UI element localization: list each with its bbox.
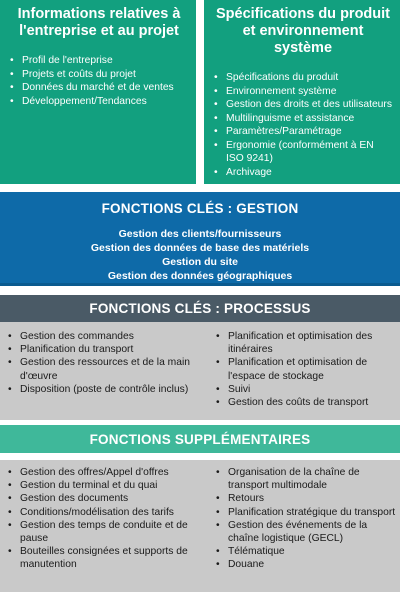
list-item: • Gestion des documents bbox=[4, 492, 212, 505]
company-project-info-list bbox=[8, 54, 190, 108]
list-item: Gestion des clients/fournisseurs bbox=[118, 228, 282, 240]
processus-header: FONCTIONS CLÉS : PROCESSUS bbox=[0, 295, 400, 322]
processus-right-column bbox=[212, 330, 400, 420]
list-item: • Spécifications du produit bbox=[212, 71, 394, 85]
processus-panel bbox=[0, 322, 400, 420]
company-project-info-title: Informations relatives à l'entreprise et au projet bbox=[17, 6, 181, 39]
processus-left-column bbox=[0, 330, 212, 420]
list-item: • Profil de l'entreprise bbox=[8, 54, 190, 68]
list-item: • Gestion des temps de conduite et de pause bbox=[4, 519, 212, 545]
list-item: • Gestion des offres/Appel d'offres bbox=[4, 466, 212, 479]
list-item: • Organisation de la chaîne de transport multimodale bbox=[212, 466, 396, 492]
list-item: • Archivage bbox=[212, 166, 394, 180]
list-item: Gestion des données de base des matériels bbox=[90, 242, 310, 254]
company-project-info-panel bbox=[0, 0, 196, 184]
list-item: • Conditions/modélisation des tarifs bbox=[4, 506, 212, 519]
list-item: • Disposition (poste de contrôle inclus) bbox=[4, 383, 212, 396]
product-system-spec-title: Spécifications du produit et environnement système bbox=[215, 6, 390, 56]
list-item: • Multilinguisme et assistance bbox=[212, 112, 394, 126]
gestion-header: FONCTIONS CLÉS : GESTION bbox=[0, 192, 400, 225]
list-item: • Gestion des droits et des utilisateurs bbox=[212, 98, 394, 112]
list-item: • Gestion des commandes bbox=[4, 330, 212, 343]
list-item: • Planification stratégique du transport bbox=[212, 506, 396, 519]
list-item: • Gestion des coûts de transport bbox=[212, 396, 396, 409]
top-row bbox=[0, 0, 400, 184]
gestion-divider bbox=[0, 283, 400, 286]
list-item: • Retours bbox=[212, 492, 396, 505]
list-item: • Planification et optimisation de l'espace de stockage bbox=[212, 356, 396, 382]
list-item: • Ergonomie (conformément à EN ISO 9241) bbox=[212, 139, 394, 166]
list-item: • Planification du transport bbox=[4, 343, 212, 356]
list-item: • Douane bbox=[212, 558, 396, 571]
list-item: Gestion du site bbox=[162, 256, 238, 268]
list-item: • Projets et coûts du projet bbox=[8, 68, 190, 82]
supplementaires-left-column bbox=[0, 466, 212, 592]
supplementaires-header: FONCTIONS SUPPLÉMENTAIRES bbox=[0, 425, 400, 453]
list-item: • Environnement système bbox=[212, 85, 394, 99]
list-item: • Télématique bbox=[212, 545, 396, 558]
list-item: • Développement/Tendances bbox=[8, 95, 190, 109]
gestion-list bbox=[0, 225, 400, 283]
list-item: • Suivi bbox=[212, 383, 396, 396]
list-item: • Gestion des ressources et de la main d'œuvre bbox=[4, 356, 212, 382]
product-system-spec-panel bbox=[204, 0, 400, 184]
supplementaires-right-column bbox=[212, 466, 400, 592]
list-item: • Paramètres/Paramétrage bbox=[212, 125, 394, 139]
supplementaires-panel bbox=[0, 460, 400, 592]
list-item: • Données du marché et de ventes bbox=[8, 81, 190, 95]
list-item: Gestion des données géographiques bbox=[107, 270, 293, 282]
product-system-spec-list bbox=[212, 71, 394, 179]
list-item: • Bouteilles consignées et supports de manutention bbox=[4, 545, 212, 571]
list-item: • Gestion du terminal et du quai bbox=[4, 479, 212, 492]
list-item: • Gestion des événements de la chaîne logistique (GECL) bbox=[212, 519, 396, 545]
list-item: • Planification et optimisation des itinéraires bbox=[212, 330, 396, 356]
